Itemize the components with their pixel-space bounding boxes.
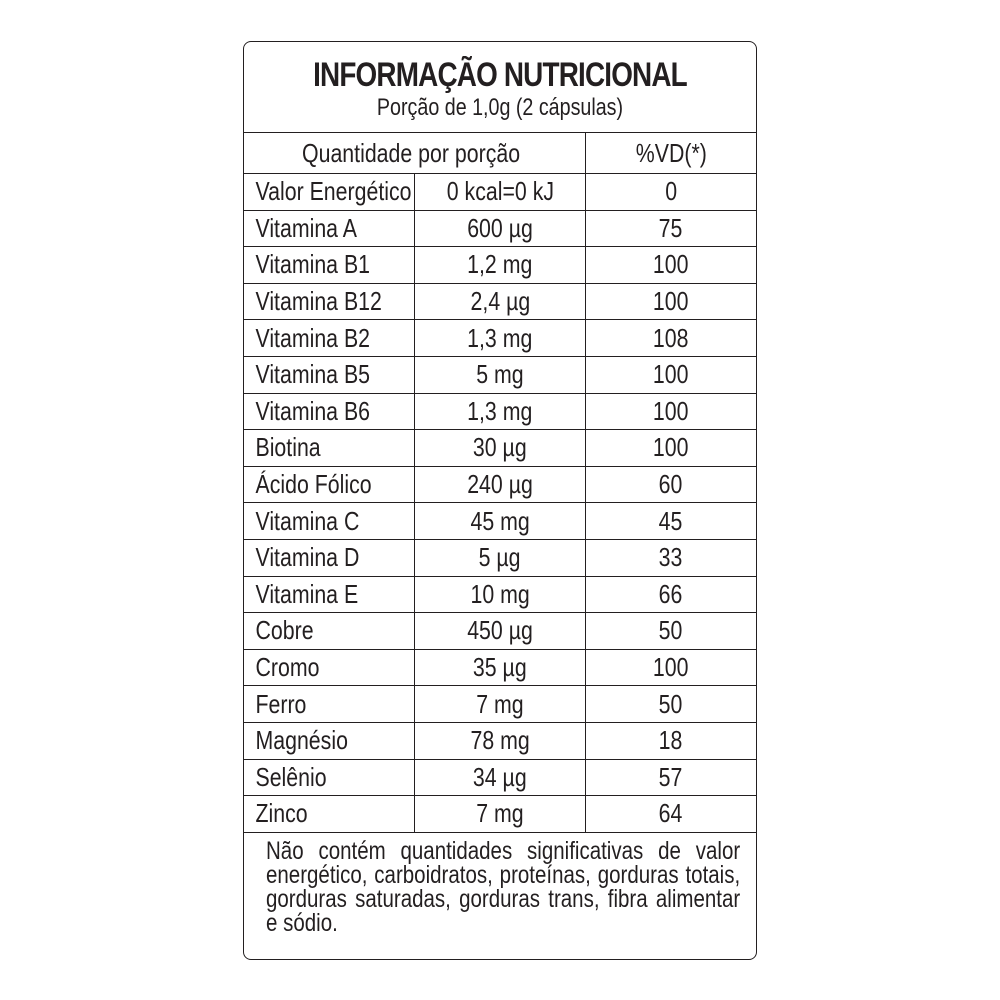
nutrient-vd: 0 — [585, 174, 756, 211]
nutrient-vd: 18 — [585, 722, 756, 759]
quantity-header: Quantidade por porção — [244, 133, 585, 174]
nutrient-amount: 1,2 mg — [415, 247, 586, 284]
nutrient-vd: 100 — [585, 247, 756, 284]
table-row — [244, 174, 756, 211]
nutrient-name: Vitamina D — [244, 539, 415, 576]
nutrient-vd: 100 — [585, 283, 756, 320]
nutrient-amount: 10 mg — [415, 576, 586, 613]
nutrient-amount: 78 mg — [415, 722, 586, 759]
nutrition-title: INFORMAÇÃO NUTRICIONAL — [313, 56, 687, 94]
nutrient-vd: 60 — [585, 466, 756, 503]
nutrient-name: Vitamina A — [244, 210, 415, 247]
table-row — [244, 759, 756, 796]
nutrient-name: Cromo — [244, 649, 415, 686]
nutrient-vd: 50 — [585, 613, 756, 650]
nutrient-amount: 240 µg — [415, 466, 586, 503]
table-row — [244, 320, 756, 357]
footnote — [244, 833, 756, 935]
nutrient-amount: 5 µg — [415, 539, 586, 576]
table-row — [244, 539, 756, 576]
nutrition-facts-panel — [243, 41, 757, 960]
serving-size: Porção de 1,0g (2 cápsulas) — [376, 94, 624, 121]
nutrient-vd: 100 — [585, 393, 756, 430]
nutrient-name: Vitamina B2 — [244, 320, 415, 357]
nutrient-vd: 100 — [585, 430, 756, 467]
nutrient-vd: 57 — [585, 759, 756, 796]
table-row — [244, 722, 756, 759]
nutrient-amount: 1,3 mg — [415, 393, 586, 430]
nutrient-name: Ácido Fólico — [244, 466, 415, 503]
table-row — [244, 430, 756, 467]
nutrient-amount: 34 µg — [415, 759, 586, 796]
nutrient-amount: 35 µg — [415, 649, 586, 686]
nutrient-amount: 30 µg — [415, 430, 586, 467]
nutrient-name: Vitamina C — [244, 503, 415, 540]
footnote-text: Não contém quantidades significativas de valor energético, carboidratos, proteínas, gorduras totais, gorduras saturadas, gorduras trans, fibra alimentar e sódio. — [266, 836, 741, 937]
nutrient-amount: 5 mg — [415, 356, 586, 393]
table-row — [244, 283, 756, 320]
nutrient-name: Vitamina B1 — [244, 247, 415, 284]
nutrient-vd: 108 — [585, 320, 756, 357]
nutrient-vd: 45 — [585, 503, 756, 540]
nutrient-amount: 45 mg — [415, 503, 586, 540]
nutrient-name: Biotina — [244, 430, 415, 467]
table-row — [244, 393, 756, 430]
table-row — [244, 796, 756, 833]
nutrient-vd: 64 — [585, 796, 756, 833]
table-row — [244, 686, 756, 723]
nutrient-name: Ferro — [244, 686, 415, 723]
nutrient-vd: 100 — [585, 356, 756, 393]
table-row — [244, 466, 756, 503]
nutrient-vd: 75 — [585, 210, 756, 247]
table-row — [244, 247, 756, 284]
vd-header: %VD(*) — [585, 133, 756, 174]
nutrient-amount: 7 mg — [415, 686, 586, 723]
nutrition-table — [244, 133, 756, 833]
nutrient-name: Zinco — [244, 796, 415, 833]
nutrient-amount: 600 µg — [415, 210, 586, 247]
nutrient-vd: 66 — [585, 576, 756, 613]
nutrient-name: Vitamina B12 — [244, 283, 415, 320]
nutrient-name: Cobre — [244, 613, 415, 650]
nutrient-amount: 450 µg — [415, 613, 586, 650]
nutrient-vd: 100 — [585, 649, 756, 686]
nutrient-vd: 50 — [585, 686, 756, 723]
nutrient-amount: 2,4 µg — [415, 283, 586, 320]
nutrient-amount: 7 mg — [415, 796, 586, 833]
nutrient-name: Vitamina B6 — [244, 393, 415, 430]
nutrient-amount: 1,3 mg — [415, 320, 586, 357]
nutrient-name: Vitamina E — [244, 576, 415, 613]
table-header-row — [244, 133, 756, 174]
nutrient-amount: 0 kcal=0 kJ — [415, 174, 586, 211]
nutrient-name: Selênio — [244, 759, 415, 796]
nutrient-name: Magnésio — [244, 722, 415, 759]
nutrient-name: Valor Energético — [244, 174, 415, 211]
title-block — [244, 42, 756, 133]
table-row — [244, 210, 756, 247]
table-row — [244, 649, 756, 686]
nutrient-vd: 33 — [585, 539, 756, 576]
table-row — [244, 356, 756, 393]
nutrient-name: Vitamina B5 — [244, 356, 415, 393]
table-row — [244, 576, 756, 613]
table-row — [244, 503, 756, 540]
table-row — [244, 613, 756, 650]
